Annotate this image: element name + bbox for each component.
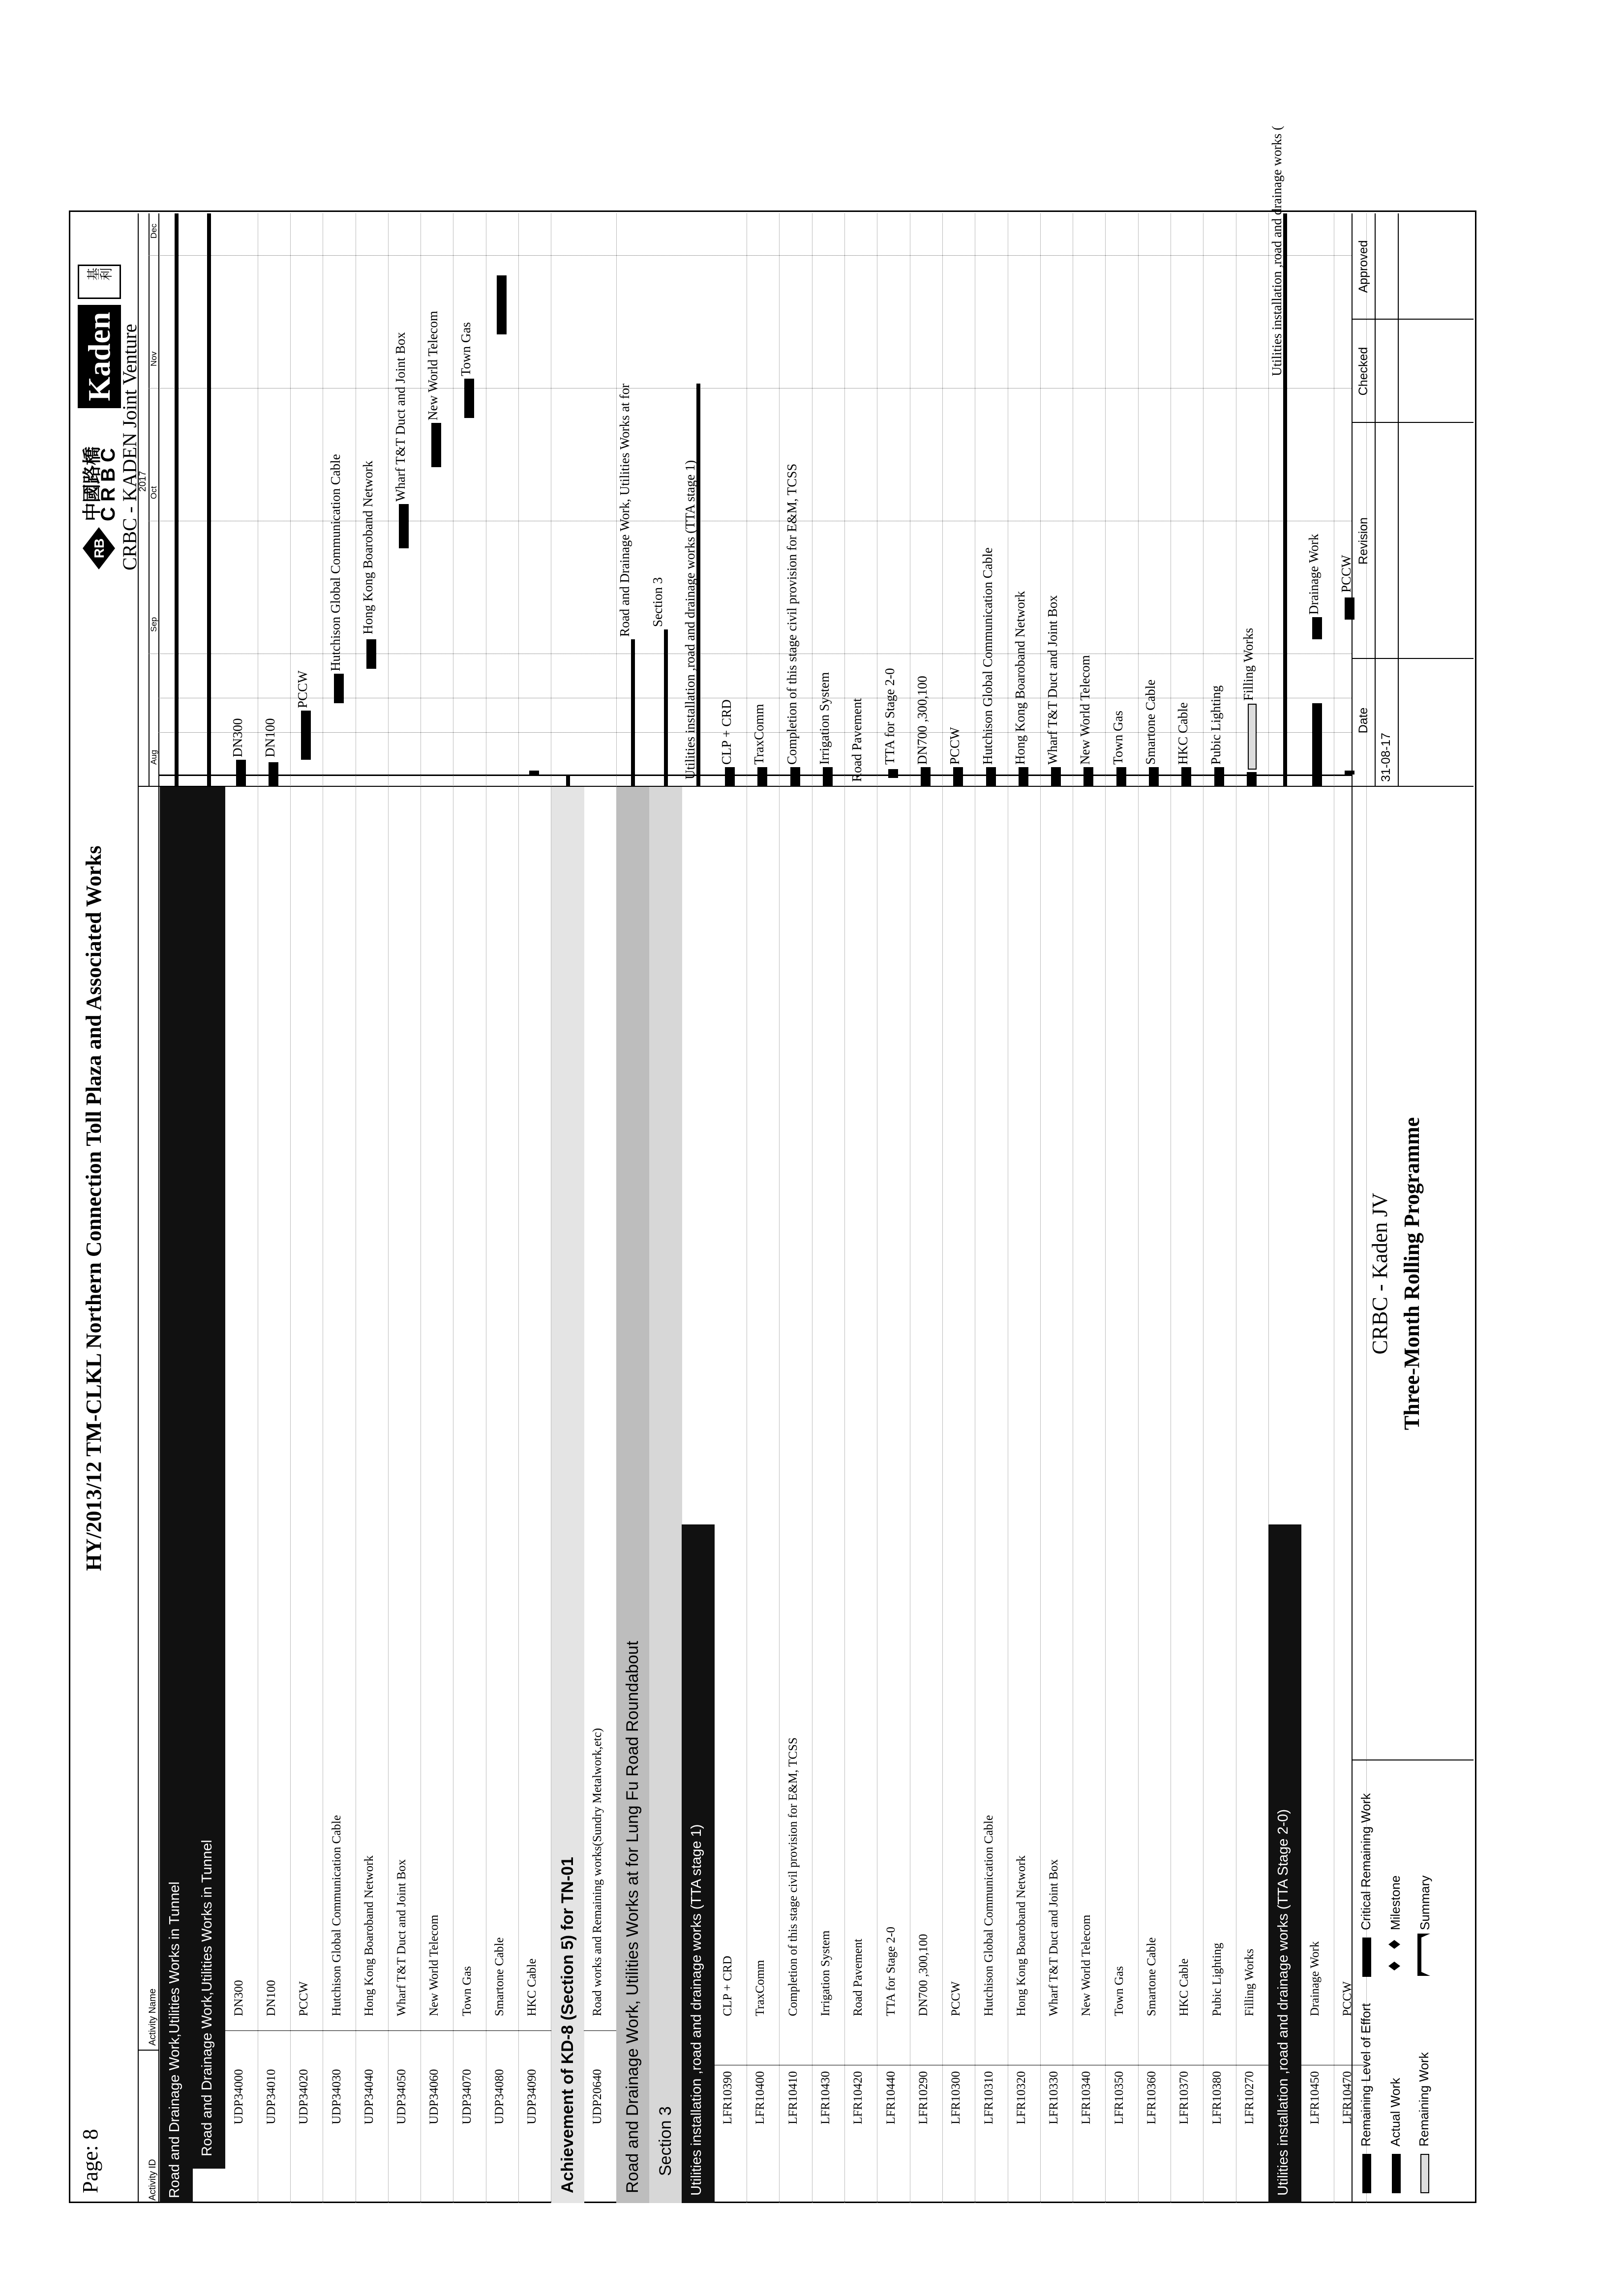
wbs-band-label: Utilities installation ,road and drainage works (TTA stage 1) — [688, 1824, 704, 2196]
activity-name: Irrigation System — [819, 1930, 832, 2016]
legend-critical-label: Critical Remaining Work — [1358, 1793, 1373, 1930]
summary-bar-label: Utilities installation ,road and drainage works (TTA stage 1) — [682, 460, 697, 779]
bar-label: Filling Works — [1240, 627, 1256, 701]
activity-id: LFR10300 — [949, 2071, 963, 2124]
activity-row — [747, 213, 780, 2203]
programme-sheet — [69, 125, 1475, 2203]
bar-label: PCCW — [1338, 555, 1353, 593]
activity-id: LFR10470 — [1340, 2071, 1354, 2124]
wbs-band — [192, 787, 225, 2169]
activity-name: Wharf T&T Duct and Joint Box — [395, 1859, 409, 2016]
actual-work-bar — [986, 767, 996, 787]
header-divider — [138, 213, 139, 2203]
critical-remaining-bar — [431, 423, 441, 467]
activity-row — [290, 213, 323, 2203]
activity-row — [975, 213, 1008, 2203]
activity-id: LFR10430 — [819, 2071, 832, 2124]
summary-bar-label: Road and Drainage Work, Utilities Works at for — [617, 383, 632, 637]
footer-company: CRBC - Kaden JV — [1368, 1193, 1392, 1355]
activity-row — [910, 213, 943, 2203]
approval-header-line — [1375, 213, 1376, 787]
approval-row-line — [1398, 213, 1399, 787]
bar-label: Drainage Work — [1306, 534, 1321, 615]
wbs-band — [160, 787, 193, 2203]
activity-name: HKC Cable — [1177, 1958, 1191, 2016]
activity-name: PCCW — [949, 1981, 963, 2016]
column-header-divider — [158, 213, 159, 2203]
activity-name: Filling Works — [1242, 1948, 1256, 2016]
bar-label: Road Pavement — [849, 698, 865, 782]
id-name-divider — [258, 2030, 291, 2031]
wbs-band-row — [1268, 125, 1301, 2203]
activity-row — [1138, 213, 1171, 2203]
bar-label: New World Telecom — [425, 311, 441, 420]
legend-loe-label: Remaining Level of Effort — [1358, 2003, 1373, 2147]
id-name-divider — [518, 2030, 551, 2031]
activity-name: PCCW — [297, 1981, 311, 2016]
legend-milestone-icon — [1387, 1938, 1402, 1972]
bar-label: Hutchison Global Communication Cable — [980, 547, 995, 765]
activity-row — [844, 213, 877, 2203]
activity-name: TTA for Stage 2-0 — [884, 1927, 898, 2016]
activity-id: UDP20640 — [590, 2069, 604, 2124]
activity-row — [780, 213, 812, 2203]
summary-bar — [631, 639, 635, 787]
activity-row — [942, 213, 975, 2203]
rb-logo-icon — [82, 526, 116, 570]
activity-name: DN300 — [232, 1980, 245, 2016]
activity-row — [1236, 213, 1269, 2203]
legend-remaining-label: Remaining Work — [1416, 2052, 1431, 2147]
wbs-band-label: Achievement of KD-8 (Section 5) for TN-01 — [558, 1857, 577, 2193]
activity-name: DN700 ,300,100 — [916, 1934, 930, 2016]
wbs-band — [649, 787, 682, 2203]
actual-work-bar — [921, 767, 931, 787]
jv-name: CRBC - KADEN Joint Venture — [119, 324, 141, 570]
wbs-band — [551, 787, 584, 2203]
activity-id: UDP34030 — [330, 2069, 343, 2124]
critical-remaining-bar — [1345, 597, 1354, 620]
actual-work-bar — [757, 767, 767, 787]
bar-label: PCCW — [947, 727, 962, 765]
wbs-band — [682, 1524, 715, 2203]
bar-label: CLP + CRD — [719, 699, 734, 765]
id-name-divider — [486, 2030, 519, 2031]
summary-bar-label: Utilities installation ,road and drainage works ( — [1269, 125, 1285, 376]
actual-work-bar — [1149, 767, 1159, 787]
activity-row — [1203, 213, 1236, 2203]
activity-name: Hutchison Global Communication Cable — [330, 1815, 343, 2016]
footer-programme: Three-Month Rolling Programme — [1400, 1117, 1424, 1431]
activity-name: New World Telecom — [1080, 1914, 1093, 2016]
activity-id: LFR10380 — [1210, 2071, 1224, 2124]
actual-work-bar — [1214, 767, 1224, 787]
critical-remaining-bar — [464, 379, 474, 418]
actual-work-bar — [1051, 767, 1061, 787]
activity-name: New World Telecom — [427, 1914, 441, 2016]
bar-label: DN100 — [262, 718, 277, 757]
activity-id: UDP34050 — [395, 2069, 409, 2124]
activity-name: Town Gas — [1112, 1966, 1126, 2016]
actual-work-bar — [1019, 767, 1028, 787]
activity-name: CLP + CRD — [721, 1956, 735, 2016]
year-label: 2017 — [138, 471, 148, 492]
activity-row — [421, 213, 453, 2203]
actual-work-bar — [823, 767, 833, 787]
activity-row — [486, 213, 519, 2203]
summary-bar — [175, 213, 179, 787]
activity-name: Drainage Work — [1308, 1941, 1322, 2016]
bar-label: New World Telecom — [1078, 655, 1093, 765]
activity-id: LFR10450 — [1308, 2071, 1322, 2124]
month-oct: Oct — [149, 486, 158, 499]
kaden-logo: Kaden — [78, 305, 121, 408]
activity-row — [1008, 213, 1041, 2203]
id-name-divider — [225, 2030, 258, 2031]
activity-id: UDP34010 — [264, 2069, 278, 2124]
wbs-band-row — [649, 213, 682, 2203]
project-title: HY/2013/12 TM-CLKL Northern Connection Toll Plaza and Associated Works — [82, 845, 106, 1571]
activity-name: Wharf T&T Duct and Joint Box — [1047, 1859, 1061, 2016]
critical-remaining-bar — [1312, 617, 1322, 639]
actual-work-bar — [529, 771, 539, 775]
activity-name: Smartone Cable — [493, 1937, 506, 2016]
activity-name: Completion of this stage civil provision for E&M, TCSS — [786, 1737, 800, 2016]
activity-id: LFR10330 — [1047, 2071, 1061, 2124]
legend-actual-label: Actual Work — [1388, 2078, 1403, 2147]
activity-id: LFR10370 — [1177, 2071, 1191, 2124]
wbs-band-label: Road and Drainage Work,Utilities Works in Tunnel — [199, 1840, 215, 2156]
wbs-band-label: Road and Drainage Work,Utilities Works in Tunnel — [167, 1881, 182, 2198]
activity-row — [1301, 213, 1334, 2203]
checked-label: Checked — [1356, 347, 1370, 396]
legend-critical-swatch — [1362, 1938, 1371, 1977]
actual-work-bar — [236, 760, 246, 787]
bar-label: DN300 — [230, 718, 245, 757]
month-nov: Nov — [149, 351, 158, 366]
actual-work-bar — [888, 769, 898, 778]
activity-name: Road Pavement — [851, 1938, 865, 2016]
activity-name: Smartone Cable — [1145, 1937, 1158, 2016]
actual-work-bar — [1083, 767, 1093, 787]
year-divider — [149, 213, 150, 787]
critical-remaining-bar — [399, 504, 409, 548]
month-dec: Dec — [149, 223, 158, 239]
actual-work-bar — [953, 767, 963, 787]
summary-bar — [207, 213, 211, 787]
bar-label: HKC Cable — [1175, 702, 1191, 765]
remaining-work-bar — [1248, 704, 1257, 770]
legend-summary-label: Summary — [1417, 1875, 1432, 1930]
activity-id: LFR10410 — [786, 2071, 800, 2124]
activity-id: LFR10420 — [851, 2071, 865, 2124]
activity-id: UDP34090 — [525, 2069, 539, 2124]
wbs-band — [616, 787, 649, 2203]
critical-remaining-bar — [497, 275, 507, 334]
month-sep: Sep — [149, 617, 158, 632]
bar-label: Town Gas — [458, 322, 473, 376]
approved-label: Approved — [1356, 240, 1370, 293]
date-value: 31-08-17 — [1379, 732, 1393, 782]
activity-name: Hong Kong Boaroband Network — [362, 1855, 376, 2016]
activity-row — [877, 213, 910, 2203]
activity-id: UDP34040 — [362, 2069, 376, 2124]
activity-tick — [853, 786, 867, 787]
critical-remaining-bar — [334, 674, 344, 703]
kaden-chinese-logo: 基利 — [78, 265, 121, 299]
activity-row — [356, 213, 389, 2203]
activity-id: LFR10350 — [1112, 2071, 1126, 2124]
svg-text:RB: RB — [91, 538, 107, 559]
activity-id: LFR10400 — [753, 2071, 767, 2124]
bar-label: TraxComm — [752, 704, 767, 765]
critical-remaining-bar — [366, 639, 376, 669]
bar-label: Town Gas — [1110, 711, 1125, 765]
bar-label: Smartone Cable — [1143, 679, 1158, 765]
activity-row — [714, 213, 747, 2203]
bar-label: Completion of this stage civil provision for E&M, TCSS — [784, 463, 799, 765]
activity-row — [225, 213, 258, 2203]
activity-id: LFR10320 — [1014, 2071, 1028, 2124]
actual-work-bar — [1247, 772, 1257, 787]
activity-name: Town Gas — [460, 1966, 474, 2016]
activity-id: LFR10340 — [1080, 2071, 1093, 2124]
id-name-divider — [356, 2030, 389, 2031]
wbs-band-row — [192, 213, 225, 2203]
legend-summary-icon — [1416, 1933, 1431, 1977]
activity-id: UDP34060 — [427, 2069, 441, 2124]
activity-name: Pubic Lighting — [1210, 1942, 1224, 2016]
activity-row — [258, 213, 291, 2203]
legend-actual-swatch — [1392, 2154, 1401, 2193]
activity-name: Road works and Remaining works(Sundry Metalwork,etc) — [590, 1728, 604, 2016]
bar-label: Hutchison Global Communication Cable — [328, 454, 343, 671]
legend-milestone-label: Milestone — [1388, 1875, 1403, 1930]
wbs-band-row — [551, 213, 584, 2203]
id-name-divider — [290, 2030, 323, 2031]
wbs-band-row — [616, 213, 649, 2203]
activity-name: DN100 — [264, 1980, 278, 2016]
activity-row — [323, 213, 356, 2203]
activity-id-header: Activity ID — [148, 2159, 158, 2201]
activity-row — [812, 213, 845, 2203]
legend-loe-swatch — [1362, 2154, 1371, 2193]
id-name-divider — [584, 2030, 617, 2031]
activity-name: TraxComm — [753, 1960, 767, 2016]
footer-divider — [1352, 213, 1353, 2203]
critical-remaining-bar — [301, 711, 311, 760]
bar-label: Irrigation System — [817, 672, 832, 765]
activity-row — [1040, 213, 1073, 2203]
activity-row — [1171, 213, 1203, 2203]
activity-row — [518, 213, 551, 2203]
activity-name: HKC Cable — [525, 1958, 539, 2016]
bar-label: Wharf T&T Duct and Joint Box — [1045, 595, 1060, 765]
activity-name: Hutchison Global Communication Cable — [982, 1815, 995, 2016]
summary-bar-label: Section 3 — [650, 577, 665, 627]
wbs-band-label: Section 3 — [656, 2106, 675, 2176]
bar-label: Hong Kong Boaroband Network — [1012, 591, 1027, 765]
activity-name: PCCW — [1340, 1981, 1354, 2016]
activity-id: UDP34070 — [460, 2069, 474, 2124]
revision-label: Revision — [1356, 517, 1370, 565]
id-name-divider — [421, 2030, 453, 2031]
activity-id: UDP34020 — [297, 2069, 311, 2124]
column-divider — [138, 2050, 159, 2051]
actual-work-bar — [1345, 771, 1354, 775]
actual-work-bar — [1181, 767, 1191, 787]
wbs-band-row — [682, 213, 715, 2203]
activity-row — [1073, 213, 1106, 2203]
activity-row — [453, 213, 486, 2203]
activity-id: LFR10440 — [884, 2071, 898, 2124]
activity-id: UDP34000 — [232, 2069, 245, 2124]
wbs-band-label: Utilities installation ,road and drainage works (TTA Stage 2-0) — [1275, 1809, 1292, 2196]
actual-work-bar — [1312, 703, 1322, 787]
actual-work-bar — [790, 767, 800, 787]
bar-label: DN700 ,300,100 — [914, 676, 930, 765]
crbc-logo-text: C R B C — [97, 448, 119, 521]
activity-id: LFR10290 — [916, 2071, 930, 2124]
bar-label: Hong Kong Boaroband Network — [360, 460, 375, 634]
bar-label: Pubic Lighting — [1208, 685, 1223, 765]
crbc-chinese-name: 中國路橋 — [82, 446, 103, 521]
date-label: Date — [1356, 707, 1370, 734]
actual-work-bar — [1116, 767, 1126, 787]
id-name-divider — [388, 2030, 421, 2031]
wbs-band-row — [160, 213, 193, 2203]
bar-label: PCCW — [295, 670, 310, 708]
activity-name-header: Activity Name — [148, 1988, 158, 2046]
bar-label: TTA for Stage 2-0 — [882, 668, 897, 765]
activity-name: Hong Kong Boaroband Network — [1014, 1855, 1028, 2016]
actual-work-bar — [725, 767, 735, 787]
bar-label: Wharf T&T Duct and Joint Box — [393, 332, 408, 502]
activity-id: LFR10390 — [721, 2071, 735, 2124]
wbs-band — [1268, 1524, 1301, 2203]
id-name-divider — [453, 2030, 486, 2031]
activity-id: LFR10310 — [982, 2071, 995, 2124]
activity-row — [388, 213, 421, 2203]
activity-row — [584, 213, 617, 2203]
summary-bar — [566, 775, 570, 787]
wbs-band-label: Road and Drainage Work, Utilities Works at for Lung Fu Road Roundabout — [623, 1640, 642, 2193]
activity-id: UDP34080 — [493, 2069, 506, 2124]
month-aug: Aug — [149, 749, 158, 765]
activity-id: LFR10270 — [1242, 2071, 1256, 2124]
legend-remaining-swatch — [1420, 2154, 1429, 2193]
page-number: Page: 8 — [78, 2129, 102, 2193]
activity-row — [1106, 213, 1139, 2203]
actual-work-bar — [269, 762, 278, 787]
summary-bar — [664, 629, 668, 787]
activity-id: LFR10360 — [1145, 2071, 1158, 2124]
id-name-divider — [323, 2030, 356, 2031]
